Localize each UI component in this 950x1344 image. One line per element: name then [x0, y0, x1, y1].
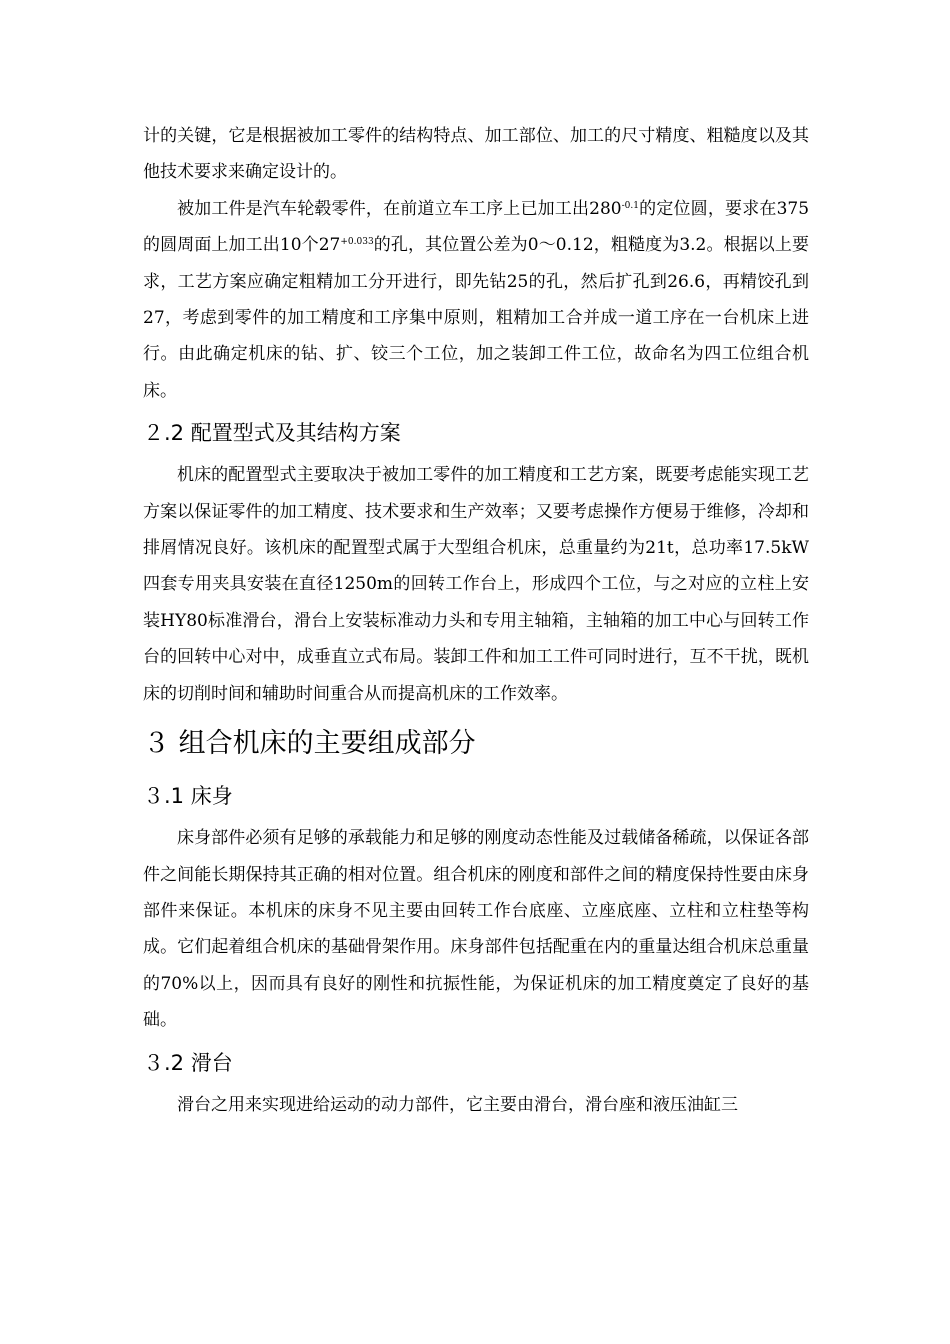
chapter-heading-3: ３ 组合机床的主要组成部分 — [143, 728, 476, 760]
paragraph-text: 的定位圆，要求在 — [638, 198, 777, 219]
paragraph-text: 的孔，其位置公差为0～0.12，粗糙度为3.2。根据以上要求，工艺方案应确定粗精加工分开进行，即先钻25的孔，然后扩孔到26.6，再精饺孔到27，考虑到零件的加工精度和工序集中原则，粗精加工合并成一道工序在一台机床上进行。由此确定机床的钻、扩、铰三个工位，加之装卸工件工位，故命名为四工位组合机床。 — [143, 235, 810, 401]
dimension-value: 375 — [776, 198, 810, 219]
paragraph-text: 被加工件是汽车轮毂零件，在前道立车工序上已加工出 — [177, 198, 590, 219]
paragraph-slide — [143, 1087, 809, 1123]
section-heading-2-2: ２.2 配置型式及其结构方案 — [143, 421, 401, 446]
paragraph-workpiece — [143, 191, 809, 409]
paragraph-text: 滑台之用来实现进给运动的动力部件，它主要由滑台，滑台座和液压油缸三 — [177, 1094, 738, 1115]
section-heading-3-1: ３.1 床身 — [143, 784, 233, 809]
document-body — [143, 118, 809, 1123]
paragraph-text: 的圆周面上加工出 — [143, 235, 280, 256]
dimension-value: 27 — [318, 235, 341, 256]
tolerance-superscript: +0.033 — [340, 237, 374, 248]
paragraph-text: 个 — [301, 235, 319, 256]
paragraph-text: 床身部件必须有足够的承载能力和足够的刚度动态性能及过载储备稀疏，以保证各部件之间能长期保持其正确的相对位置。组合机床的刚度和部件之间的精度保持性要由床身部件来保证。本机床的床身不见主要由回转工作台底座、立座底座、立柱和立柱垫等构成。它们起着组合机床的基础骨架作用。床身部件包括配重在内的重量达组合机床总重量的70%以上，因而具有良好的刚性和抗振性能，为保证机床的加工精度奠定了良好的基础。 — [143, 828, 809, 1031]
paragraph-design-key — [143, 118, 809, 191]
paragraph-text: 计的关键，它是根据被加工零件的结构特点、加工部位、加工的尺寸精度、粗糙度以及其他技术要求来确定设计的。 — [143, 126, 809, 183]
dimension-value: 280 — [589, 198, 622, 219]
paragraph-bed — [143, 820, 809, 1038]
paragraph-configuration — [143, 457, 809, 712]
section-heading-3-2: ３.2 滑台 — [143, 1050, 233, 1075]
count-value: 10 — [279, 235, 302, 256]
paragraph-text: 机床的配置型式主要取决于被加工零件的加工精度和工艺方案，既要考虑能实现工艺方案以保证零件的加工精度、技术要求和生产效率；又要考虑操作方便易于维修，冷却和排屑情况良好。该机床的配置型式属于大型组合机床，总重量约为21t，总功率17.5kW四套专用夹具安装在直径1250m的回转工作台上，形成四个工位，与之对应的立柱上安装HY80标准滑台，滑台上安装标准动力头和专用主轴箱，主轴箱的加工中心与回转工作台的回转中心对中，成垂直立式布局。装卸工件和加工工件可同时进行，互不干扰，既机床的切削时间和辅助时间重合从而提高机床的工作效率。 — [143, 465, 809, 704]
tolerance-superscript: -0.1 — [621, 200, 639, 211]
